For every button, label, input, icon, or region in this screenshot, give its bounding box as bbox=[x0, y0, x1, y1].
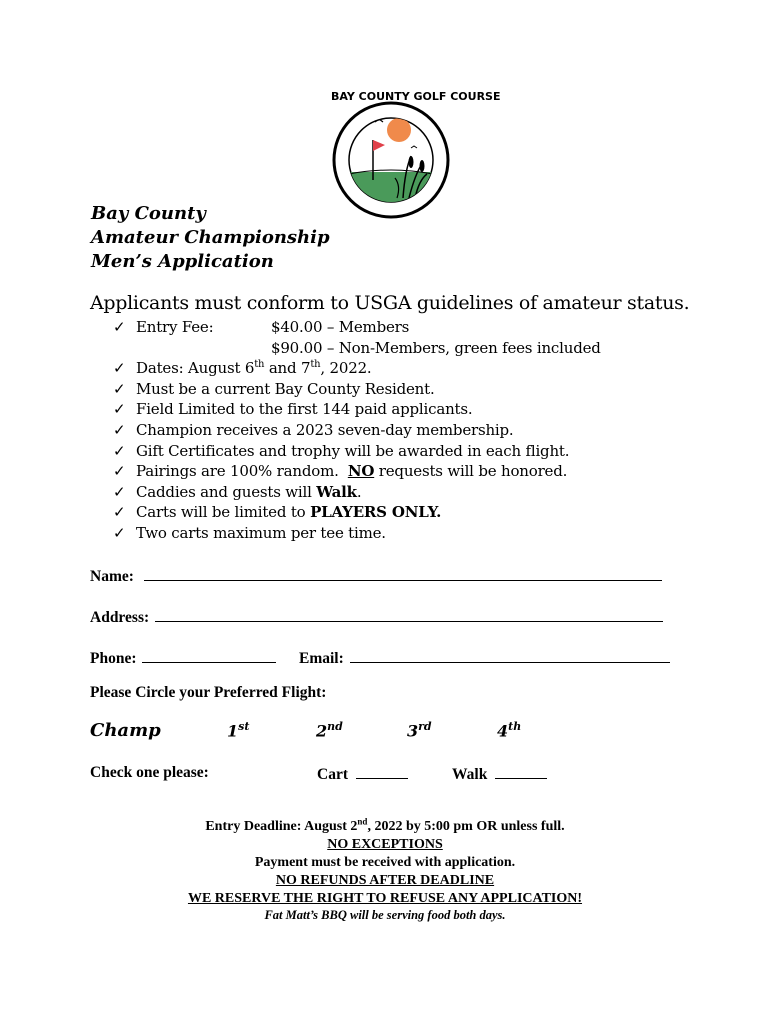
champion-rule: Champion receives a 2023 seven-day membership. bbox=[136, 420, 514, 439]
cart-option bbox=[317, 764, 408, 784]
entry-fee-nonmembers: $90.00 – Non-Members, green fees included bbox=[271, 338, 601, 357]
intro-text: Applicants must conform to USGA guidelines of amateur status. bbox=[90, 292, 690, 314]
flight-2nd[interactable]: 2nd bbox=[316, 720, 343, 741]
footer-notice bbox=[120, 818, 650, 923]
flight-4th[interactable]: 4th bbox=[497, 720, 522, 741]
two-carts-rule: Two carts maximum per tee time. bbox=[136, 523, 386, 542]
title-line-3: Men’s Application bbox=[91, 251, 274, 272]
email-row bbox=[299, 648, 670, 668]
check-one-label: Check one please: bbox=[90, 764, 209, 781]
list-item bbox=[113, 502, 601, 523]
bay-county-golf-logo bbox=[331, 90, 501, 220]
name-label: Name: bbox=[90, 568, 134, 585]
list-item bbox=[113, 317, 601, 338]
name-field[interactable] bbox=[144, 566, 662, 581]
title-line-2: Amateur Championship bbox=[91, 227, 330, 248]
checkmark-icon: ✓ bbox=[113, 503, 126, 522]
phone-label: Phone: bbox=[90, 650, 137, 667]
gift-rule: Gift Certificates and trophy will be awarded in each flight. bbox=[136, 441, 570, 460]
flight-prompt: Please Circle your Preferred Flight: bbox=[90, 684, 327, 701]
walk-check-field[interactable] bbox=[495, 764, 547, 779]
list-item bbox=[113, 523, 601, 544]
list-item bbox=[113, 379, 601, 400]
phone-field[interactable] bbox=[142, 648, 276, 663]
cart-label: Cart bbox=[317, 766, 348, 783]
reserve-right: WE RESERVE THE RIGHT TO REFUSE ANY APPLICATION! bbox=[187, 891, 583, 906]
list-item bbox=[113, 358, 601, 379]
address-label: Address: bbox=[90, 609, 150, 626]
walk-option bbox=[452, 764, 547, 784]
flight-3rd[interactable]: 3rd bbox=[407, 720, 432, 741]
food-note: Fat Matt’s BBQ will be serving food both days. bbox=[264, 908, 506, 922]
checkmark-icon: ✓ bbox=[113, 359, 126, 378]
checkmark-icon: ✓ bbox=[113, 318, 126, 336]
checkmark-icon: ✓ bbox=[113, 420, 126, 439]
pairings-rule: Pairings are 100% random. NO requests will be honored. bbox=[136, 462, 568, 481]
resident-rule: Must be a current Bay County Resident. bbox=[136, 379, 435, 398]
checkmark-icon: ✓ bbox=[113, 400, 126, 419]
name-row bbox=[90, 566, 662, 586]
checkmark-icon: ✓ bbox=[113, 482, 126, 501]
logo-text: BAY COUNTY GOLF COURSE bbox=[331, 90, 501, 103]
flight-champ[interactable]: Champ bbox=[90, 720, 161, 741]
payment-note: Payment must be received with application. bbox=[254, 855, 516, 870]
no-exceptions: NO EXCEPTIONS bbox=[327, 837, 443, 852]
checkmark-icon: ✓ bbox=[113, 462, 126, 481]
carts-rule: Carts will be limited to PLAYERS ONLY. bbox=[136, 503, 442, 522]
email-label: Email: bbox=[299, 650, 344, 667]
list-item bbox=[113, 338, 601, 359]
caddies-rule: Caddies and guests will Walk. bbox=[136, 482, 362, 501]
phone-row bbox=[90, 648, 276, 668]
entry-fee-label: Entry Fee: bbox=[136, 318, 214, 336]
walk-label: Walk bbox=[452, 766, 488, 783]
rules-list bbox=[113, 317, 601, 544]
address-field[interactable] bbox=[155, 607, 663, 622]
address-row bbox=[90, 607, 663, 627]
dates-text: Dates: August 6th and 7th, 2022. bbox=[136, 359, 372, 378]
list-item bbox=[113, 399, 601, 420]
no-refunds: NO REFUNDS AFTER DEADLINE bbox=[275, 873, 495, 888]
checkmark-icon: ✓ bbox=[113, 441, 126, 460]
entry-deadline: Entry Deadline: August 2nd, 2022 by 5:00 pm OR unless full. bbox=[205, 816, 565, 834]
flight-1st[interactable]: 1st bbox=[227, 720, 250, 741]
list-item bbox=[113, 482, 601, 503]
checkmark-icon: ✓ bbox=[113, 379, 126, 398]
entry-fee-members: $40.00 – Members bbox=[271, 318, 410, 336]
email-field[interactable] bbox=[350, 648, 670, 663]
field-rule: Field Limited to the first 144 paid applicants. bbox=[136, 400, 473, 419]
list-item bbox=[113, 420, 601, 441]
cart-check-field[interactable] bbox=[356, 764, 408, 779]
list-item bbox=[113, 441, 601, 462]
list-item bbox=[113, 461, 601, 482]
golf-course-logo-icon bbox=[331, 90, 501, 220]
title-line-1: Bay County bbox=[91, 203, 206, 224]
checkmark-icon: ✓ bbox=[113, 523, 126, 542]
